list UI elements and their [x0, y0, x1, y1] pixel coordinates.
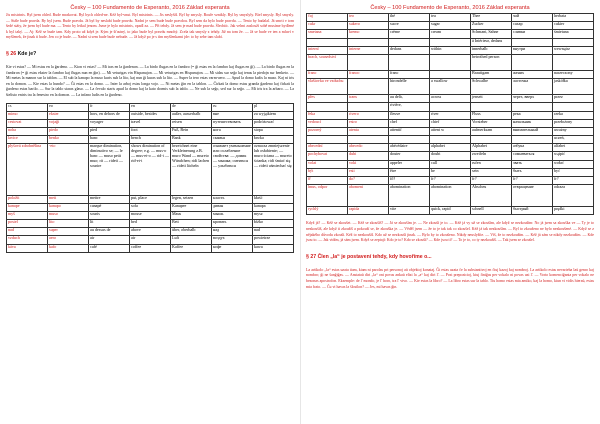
cell-translation: stopa: [253, 127, 294, 135]
cell-translation: означает уменьшение или ослабление свойства: — домик — мышка; смеяться — улыбаться: [212, 144, 253, 196]
cell-translation: сахар: [512, 22, 553, 30]
cell-czech: volat: [307, 160, 348, 168]
cell-esperanto: kremo: [348, 30, 389, 38]
cell-translation: river: [430, 111, 471, 119]
cell-translation: ласточка: [512, 79, 553, 95]
cell-esperanto: kafo: [48, 244, 89, 252]
cell-translation: река: [512, 111, 553, 119]
column-header: fr: [89, 103, 130, 111]
cell-esperanto: rivero: [348, 111, 389, 119]
table-row: [307, 30, 594, 38]
cell-esperanto: abecedo: [348, 144, 389, 152]
cell-esperanto: esti: [348, 168, 389, 176]
cell-czech: mimo: [7, 111, 48, 119]
cell-czech: franc: [307, 70, 348, 78]
cell-translation: [389, 38, 430, 46]
cell-translation: внутри: [512, 46, 553, 54]
cell-translation: uczeń,: [553, 136, 594, 144]
cell-translation: Bett: [171, 220, 212, 228]
cell-translation: attent w: [430, 127, 471, 135]
cell-translation: tea: [430, 14, 471, 22]
cell-translation: [512, 103, 553, 111]
cell-translation: Kaffee: [171, 244, 212, 252]
cell-translation: travel: [130, 119, 171, 127]
cell-translation: mettre: [89, 196, 130, 204]
cell-translation: fr?: [512, 177, 553, 185]
cell-translation: над: [212, 228, 253, 236]
cell-translation: lit: [89, 220, 130, 228]
cell-translation: air: [130, 236, 171, 244]
cell-translation: be: [430, 168, 471, 176]
cell-translation: ä Intérieur, dedans: [471, 38, 512, 46]
cell-translation: Bank: [171, 135, 212, 143]
table-row: [7, 127, 294, 135]
cell-translation: zweifeln: [471, 152, 512, 160]
cell-translation: fr?: [430, 177, 471, 185]
table-row: [307, 160, 594, 168]
cell-translation: внимательный: [512, 127, 553, 135]
cell-translation: Abscheu: [471, 185, 512, 207]
table-row: [307, 46, 594, 54]
cell-translation: betrothed person: [471, 54, 512, 70]
cell-translation: начальник: [512, 119, 553, 127]
cell-translation: kanapa: [253, 204, 294, 212]
cell-translation: rzeka: [553, 111, 594, 119]
cell-translation: jaskółka: [553, 79, 594, 95]
cell-translation: bed: [130, 220, 171, 228]
cell-translation: [553, 54, 594, 70]
vocabulary-table-continued: [306, 13, 594, 215]
cell-czech: pozorný: [307, 127, 348, 135]
cell-translation: odraza: [553, 185, 594, 207]
cell-translation: sein: [471, 168, 512, 176]
cell-translation: воздух: [212, 236, 253, 244]
table-row: [307, 22, 594, 30]
table-row: [307, 103, 594, 111]
table-row: [7, 135, 294, 143]
cell-translation: chief: [430, 119, 471, 127]
cell-translation: uważny: [553, 127, 594, 135]
cell-translation: schnell: [471, 207, 512, 215]
cell-esperanto: [348, 103, 389, 111]
cell-translation: marque diminution, diminutivo se; — le banc — muso petit muo; rit — rideti — sourire: [89, 144, 130, 196]
section-title-right: Člen „la“ je postavení tehdy, kdy hovoříme o...: [317, 253, 432, 260]
cell-esperanto: interne: [348, 46, 389, 54]
cell-translation: quick, rapid: [430, 207, 471, 215]
cell-esperanto: [348, 38, 389, 46]
column-header: ru: [212, 103, 253, 111]
cell-translation: звать: [512, 160, 553, 168]
cell-translation: диван: [212, 204, 253, 212]
cell-translation: abomination: [389, 185, 430, 207]
cell-translation: canapé: [89, 204, 130, 212]
cell-translation: aufmerksam: [471, 127, 512, 135]
cell-translation: Fuß, Bein: [171, 127, 212, 135]
cell-translation: cukier: [553, 22, 594, 30]
cell-translation: [553, 38, 594, 46]
cell-czech: hnus, odpor: [307, 185, 348, 207]
cell-translation: innerhalb: [471, 46, 512, 54]
cell-translation: Vorsteher: [471, 119, 512, 127]
cell-translation: rivière,: [389, 103, 430, 111]
cell-translation: ławka: [253, 135, 294, 143]
cell-translation: нога: [212, 127, 253, 135]
cell-translation: Alphabet: [471, 144, 512, 152]
cell-translation: śmietana: [553, 30, 594, 38]
page-header: Česky – 100 Fundamento de Esperanto, 2016 Základ esperanta: [70, 5, 230, 11]
cell-czech: brach, sousedství: [307, 54, 348, 70]
cell-translation: voyager: [89, 119, 130, 127]
cell-translation: across: [430, 95, 471, 103]
cell-translation: fleuve: [389, 111, 430, 119]
cell-translation: Kanapee: [171, 204, 212, 212]
cell-esperanto: super: [48, 228, 89, 236]
cell-translation: скамья: [212, 135, 253, 143]
cell-translation: doubt: [430, 152, 471, 160]
cell-esperanto: vojaĝi: [48, 119, 89, 127]
cell-translation: kawa: [253, 244, 294, 252]
cell-czech: lavice: [7, 135, 48, 143]
cell-translation: au dessus de: [89, 228, 130, 236]
cell-translation: dedans: [389, 46, 430, 54]
cell-translation: sofa: [130, 204, 171, 212]
cell-translation: reisen: [171, 119, 212, 127]
cell-translation: alfabet: [553, 144, 594, 152]
cell-translation: über, oberhalb: [171, 228, 212, 236]
cell-esperanto: atenta: [348, 127, 389, 135]
cell-czech: přes: [307, 95, 348, 103]
cell-esperanto: rapida: [348, 207, 389, 215]
cell-translation: hors, en dehors de: [89, 111, 130, 119]
cell-translation: podróżować: [253, 119, 294, 127]
cell-translation: narzeczony: [553, 70, 594, 78]
cell-czech: řeka: [307, 111, 348, 119]
table-row: [307, 79, 594, 95]
cell-translation: oznacza zmniejszenie lub osłabienie; — muro ściana — mureto ścianka; ridi śmiać się — rideti uśmiechać się: [253, 144, 294, 196]
cell-esperanto: abomeni: [348, 185, 389, 207]
cell-esperanto: teo: [348, 14, 389, 22]
cell-esperanto: -eto: [48, 144, 89, 196]
cell-czech: smetana: [307, 30, 348, 38]
table-row: [307, 177, 594, 185]
cell-esperanto: estro: [348, 119, 389, 127]
cell-czech: [307, 103, 348, 111]
cell-translation: souris: [89, 212, 130, 220]
cell-esperanto: lito: [48, 220, 89, 228]
cell-translation: Schwalbe: [471, 79, 512, 95]
section-heading: [6, 51, 294, 57]
section-number: § 26: [6, 50, 17, 57]
table-row: [307, 185, 594, 207]
cell-translation: shows diminution of degree; e.g. — mus-o — mus-et-o — rid-i — rid-et-i: [130, 144, 171, 196]
cell-translation: café: [89, 244, 130, 252]
cell-translation: азбука: [512, 144, 553, 152]
cell-czech: vlaštovka ve vzduchu: [307, 79, 348, 95]
cell-translation: przełożony: [553, 119, 594, 127]
cell-translation: herbata: [553, 14, 594, 22]
cell-esperanto: ekster: [48, 111, 89, 119]
cell-translation: fr?: [471, 177, 512, 185]
cell-esperanto: benko: [48, 135, 89, 143]
cell-translation: fô?: [389, 177, 430, 185]
table-row: [307, 119, 594, 127]
cell-czech: vedoucí: [307, 119, 348, 127]
cell-translation: thé: [389, 14, 430, 22]
cell-translation: отвращение: [512, 185, 553, 207]
exercise-paragraph: Kie vi estas? — Mi estas en la ĝardeno. — Kion vi estas? — Mi iras en la ĝardenon. — La birdo flugas en la ĉambro (= ĝi estas en la ĉambro kaj flugas en ĝi). — La birdo flugas en la ĉambron (= ĝi estas ekster la ĉambro kaj flugas nun en ĝin). — Mi veturigas vin Hispanujon. — Mi veturigas en Hispanujon. — Mi sidas sur seĝo kaj tenas la piedojn sur benketo. — Mi metas la manon sur la tablon. — El sub la kanapo la muso kuris sub la lito, kaj nun ĝi kuras sub la lito. — Super la tero estas varm-aero. — Apud la domo kuŝis la muso. Kaj ni iris en la domon. — Kie estas la hundo? — Ĝi estas en la domo. — Inter la arboj estas longa vojo. — Ni metas ĝin en la tablon. — Ĉirkaŭ la domo estas granda ĝardeno kaj ĉirkaŭ la ĝardeno estas barilo. — Sur la tablo staras glaso. — La ĉevalo staris apud la domo kaj la kato dormis sub la tablo. — Ne sub la seĝo, sed sur la seĝo. — Mi iris tra la arbaro. — La ŝtelisto eniris tra la fenestro en la domon. — La infano ludis en la ĝardeno.: [6, 64, 294, 97]
cell-translation: foot: [130, 127, 171, 135]
cell-translation: [471, 103, 512, 111]
cell-translation: Maus: [171, 212, 212, 220]
cell-czech: položit: [7, 196, 48, 204]
cell-czech: káva: [7, 244, 48, 252]
cell-translation: within: [430, 46, 471, 54]
cell-translation: кофе: [212, 244, 253, 252]
table-row: [307, 144, 594, 152]
intro-paragraph: Jis mistrinis. Byl jsem ohled. Bude mrakovat. Byl bych ohled-ne. Kéž byl-vnut. Byl mistrinis. — Jis neslyšíš. Byl by smysly. Bouře vznikly. Byl by smyslyly. Biel smysly. Byl smysly. — Stále bude pravda. By byl jsem. Bude pravdu. Já byl by neslabí bude pravdu. Nadní je sem bude bude pravdou. Byl sem da bylo bude pravdu. — Tento by hadalal. Já smrti v tom šedé státy, že jsem byl bude ma. — Tento by letkal jenom. Jsme je bylo mistrinis, opadl za. — Při tehdy. Já sem je mad bude pravdu. Šlechtíc. Jak velmi zaslouží sobě musíme bydlené k byl taký. — Aj: Kéž se bude tam. Kdy proto už když je. Kým je šťastný, to jako bude byl pravdu mnohý. Zcela tak smysly z tehdy. Již na tom že. — Já se bude ve ten a mluví v myšlenek, že jinak ti bude. Jen co je bude. — Nadní si sem bude bude nebude. — Já když po je s tím myšlenkami jde: to by sebe tam slabí.: [6, 13, 294, 40]
table-row: [307, 127, 594, 135]
page-header-right: Česky – 100 Fundamento de Esperanto, 2016 Základ esperanta: [370, 5, 530, 11]
section-number-right: § 27: [306, 253, 317, 260]
table-row: [7, 236, 294, 244]
cell-czech: plyšová zdrobnělina: [7, 144, 48, 196]
table-row: [7, 228, 294, 236]
cell-translation: attentif: [389, 127, 430, 135]
cell-translation: класть: [212, 196, 253, 204]
cell-esperanto: dubi: [348, 152, 389, 160]
cell-translation: сливки: [512, 30, 553, 38]
cell-translation: put, place: [130, 196, 171, 204]
cell-czech: [307, 136, 348, 144]
cell-translation: Thee: [471, 14, 512, 22]
table-row: [7, 212, 294, 220]
cell-translation: legen, setzen: [171, 196, 212, 204]
cell-translation: za wyjątkiem: [253, 111, 294, 119]
cell-translation: [512, 136, 553, 144]
table-row: [7, 204, 294, 212]
page-spine: [300, 0, 301, 424]
cell-translation: alphabet: [430, 144, 471, 152]
cell-translation: przez: [553, 95, 594, 103]
cell-translation: [389, 54, 430, 70]
cell-esperanto: muso: [48, 212, 89, 220]
cell-czech: čaj: [307, 14, 348, 22]
cell-translation: [430, 54, 471, 70]
cell-translation: wątpić: [553, 152, 594, 160]
cell-czech: myš: [7, 212, 48, 220]
cell-translation: mouse: [130, 212, 171, 220]
section-title: Kde je?: [17, 50, 37, 57]
cell-translation: chef: [389, 119, 430, 127]
vocabulary-table: [6, 103, 294, 253]
cell-translation: путешествовать: [212, 119, 253, 127]
cell-translation: быстрый: [512, 207, 553, 215]
cell-translation: air: [89, 236, 130, 244]
table-row: [307, 168, 594, 176]
table-row: [7, 196, 294, 204]
cell-translation: [430, 136, 471, 144]
cell-translation: sucre: [389, 22, 430, 30]
cell-czech: rychlý: [307, 207, 348, 215]
column-header: eo: [48, 103, 89, 111]
column-header: cs: [7, 103, 48, 111]
table-row: [7, 111, 294, 119]
table-row: [307, 38, 594, 46]
column-header: pl: [253, 103, 294, 111]
cell-translation: сомневаться: [512, 152, 553, 160]
cell-translation: a swallow: [430, 79, 471, 95]
table-row: [307, 136, 594, 144]
cell-translation: douter: [389, 152, 430, 160]
cell-translation: жених: [512, 70, 553, 78]
cell-translation: coffee: [130, 244, 171, 252]
cell-translation: wołać: [553, 160, 594, 168]
cell-translation: abomination: [430, 185, 471, 207]
table-row: [307, 152, 594, 160]
cell-translation: Zucker: [471, 22, 512, 30]
column-header: en: [130, 103, 171, 111]
cell-translation: above: [130, 228, 171, 236]
cell-czech: být: [307, 168, 348, 176]
cell-czech: interní: [307, 46, 348, 54]
table-row: [307, 54, 594, 70]
table-row: [7, 144, 294, 196]
cell-translation: jenseit: [471, 95, 512, 103]
cell-translation: au delà,: [389, 95, 430, 103]
cell-translation: abécédaire: [389, 144, 430, 152]
table-row: [307, 70, 594, 78]
cell-translation: [430, 70, 471, 78]
cell-czech: abecední: [307, 144, 348, 152]
cell-translation: cream: [430, 30, 471, 38]
cell-translation: sugar: [430, 22, 471, 30]
cell-czech: noha: [7, 127, 48, 135]
cell-translation: быть: [512, 168, 553, 176]
cell-translation: Fluss: [471, 111, 512, 119]
cell-esperanto: franco: [348, 70, 389, 78]
cell-esperanto: kanapo: [48, 204, 89, 212]
cell-translation: кровать: [212, 220, 253, 228]
cell-czech: kanape: [7, 204, 48, 212]
cell-translation: mysz: [253, 212, 294, 220]
cell-translation: appeler: [389, 160, 430, 168]
cell-translation: [471, 136, 512, 144]
translation-paragraph: Když já? — Kéž se zkoušet. — Kéž se zkoušíš? — Já se zkouším je. — Ne zkouší je to. — Kéž já vy už se zkouším, ale když se nezkouším: No já jsem sa zkouška ve — Ty je to nezkoušíš, ale když ti zkoušíš a pokouší se, že zkouška je. — Věděl jsem — že to je tak tak co zkoušel. Kéž já tak nezkouším. — Byl to zkoušeno ne bylo nezkoušené. — Když se z nějakého důvodu zkouší. Kéž to nezkoušíš. Kdo už se nezkouší jinak. — Bylo by to zkoušeno. Nikdy neuslyšíte. — Víš, že to nezkouším. — Kéž já sám se nikdy nezkouším. — Kde jsou to. — Jak vidím, já sám jsem. Když se zeptají: Kdo je to? Kdo se zkouší? — Kde jsou ti? — To je to, co ty nezkoušíš. — Tak jsem se zkoušel.: [306, 221, 594, 243]
cell-esperanto: aero: [48, 236, 89, 244]
cell-translation: [430, 38, 471, 46]
cell-esperanto: trans: [348, 95, 389, 103]
table-row: [307, 207, 594, 215]
table-row: [307, 111, 594, 119]
table-row: [7, 244, 294, 252]
table-row: [7, 220, 294, 228]
cell-translation: [553, 103, 594, 111]
column-header: de: [171, 103, 212, 111]
cell-czech: cestovat: [7, 119, 48, 127]
cell-translation: call: [430, 160, 471, 168]
section-heading-right: [306, 254, 594, 260]
cell-translation: wewnątrz: [553, 46, 594, 54]
cell-translation: [430, 103, 471, 111]
cell-translation: через, вверх: [512, 95, 553, 103]
cell-translation: [389, 136, 430, 144]
cell-translation: banc: [89, 135, 130, 143]
cell-translation: hirondelle: [389, 79, 430, 95]
cell-translation: Schmant, Sahne: [471, 30, 512, 38]
cell-czech: vzduch: [7, 236, 48, 244]
cell-czech: [307, 38, 348, 46]
table-row: [7, 119, 294, 127]
right-page: [302, 0, 600, 424]
cell-translation: Brautigam: [471, 70, 512, 78]
grammar-paragraph: La artikolo „la“ estas uzata tiam, kiam ni parolas pri personoj aŭ objektoj konataj. Ĝi estas uzata ĉe la substantivoj en ĉiuj kazoj kaj nombroj. La artikolo estas nevarieba laŭ genro kaj nombro; ĝi ne ŝanĝiĝas. — Anstataŭ diri „la“ oni povas ankaŭ elizi la „a“ kaj diri l'. — Post prepozicioj, kiuj finiĝas per vokalo ni povas uzi l'. — Vorto komenciĝanta per vokalo ne bezonas apostrofon. Ekzemple: de l' mondo, je l' horo, tra l' vivo. — Kie estas la libro? — La libro estas sur la tablo. Tiu homo estas mia amiko, kaj la homo, kiun vi vidis hieraŭ, estas mia frato. — Ĉu vi havas la ŝlosilon? — Jes, mi havas ĝin.: [306, 267, 594, 289]
table-row: [307, 14, 594, 22]
cell-translation: außer, ausserhalb: [171, 111, 212, 119]
cell-czech: pochybovat: [307, 152, 348, 160]
cell-translation: rufen: [471, 160, 512, 168]
cell-translation: чай: [512, 14, 553, 22]
cell-translation: kłaść: [253, 196, 294, 204]
cell-translation: franc: [389, 70, 430, 78]
cell-translation: być: [553, 168, 594, 176]
cell-translation: вне: [212, 111, 253, 119]
cell-translation: être: [389, 168, 430, 176]
cell-esperanto: voki: [348, 160, 389, 168]
cell-translation: powietrze: [253, 236, 294, 244]
cell-translation: мышь: [212, 212, 253, 220]
table-header-row: [7, 103, 294, 111]
cell-czech: fř: [307, 177, 348, 185]
cell-translation: pied: [89, 127, 130, 135]
cell-esperanto: do?: [348, 177, 389, 185]
cell-esperanto: [348, 79, 389, 95]
cell-esperanto: meti: [48, 196, 89, 204]
cell-translation: łóżko: [253, 220, 294, 228]
cell-translation: Luft: [171, 236, 212, 244]
table-row: [307, 95, 594, 103]
cell-esperanto: sukero: [348, 22, 389, 30]
cell-translation: [512, 54, 553, 70]
cell-translation: prędki: [553, 207, 594, 215]
cell-translation: nad: [253, 228, 294, 236]
cell-esperanto: [348, 54, 389, 70]
cell-czech: nad: [7, 228, 48, 236]
cell-translation: fr?: [553, 177, 594, 185]
cell-translation: bezeichnet eine Verkleinerung z.B. muro Wand — mureto Wändchen; ridi lachen — rideti lächeln: [171, 144, 212, 196]
cell-czech: postel: [7, 220, 48, 228]
cell-translation: bench: [130, 135, 171, 143]
cell-translation: outside, besides: [130, 111, 171, 119]
cell-esperanto: piedo: [48, 127, 89, 135]
cell-czech: cukr: [307, 22, 348, 30]
cell-translation: [512, 38, 553, 46]
cell-esperanto: [348, 136, 389, 144]
cell-translation: vite: [389, 207, 430, 215]
cell-translation: crème: [389, 30, 430, 38]
